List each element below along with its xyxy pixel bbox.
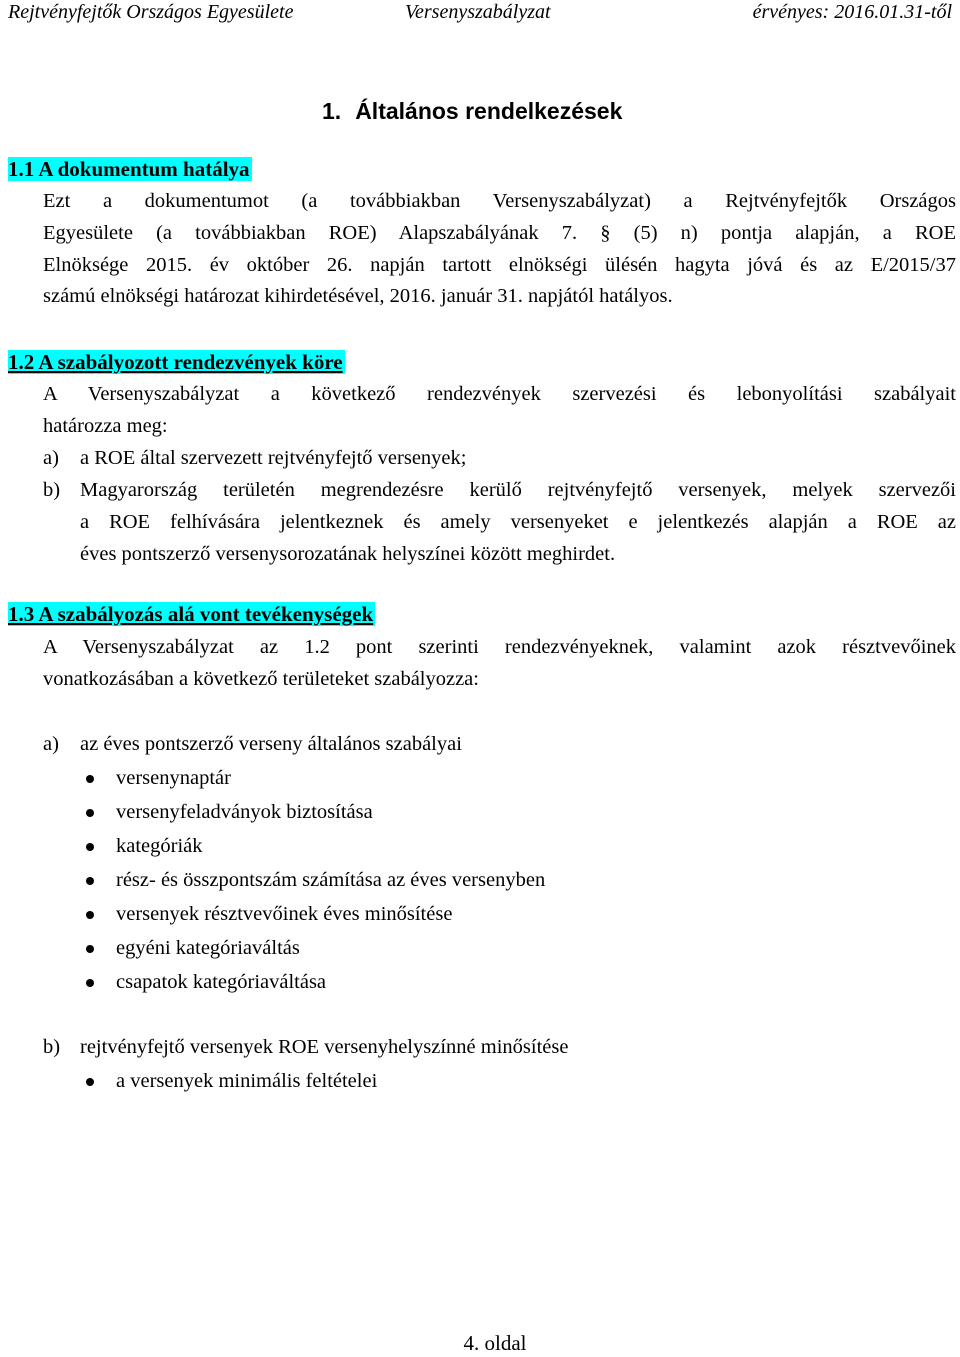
- body-line: A Versenyszabályzat a következő rendezvények szervezési és lebonyolítási szabályait: [43, 383, 956, 405]
- page-header: [0, 0, 960, 28]
- list-item-b-text: Magyarország területén megrendezésre kerülő rejtvényfejtő versenyek, melyek szervezői a ROE felhívására jelentkeznek és amely versenyeket e jelentkezés alapján a ROE az éves pontszerző versenysorozatának helyszínei között meghirdet.: [80, 479, 956, 565]
- body-line: A Versenyszabályzat az 1.2 pont szerinti rendezvényeknek, valamint azok résztvevőinek: [43, 636, 956, 658]
- body-line: számú elnökségi határozat kihirdetésével, 2016. január 31. napjától hatályos.: [43, 285, 673, 308]
- bullet-icon: [86, 809, 94, 817]
- chapter-number: 1.: [322, 98, 342, 124]
- section-1-1-body: [43, 186, 956, 313]
- bullet-icon: [86, 843, 94, 851]
- section-1-1-title: 1.1 A dokumentum hatálya: [8, 157, 250, 181]
- section-1-2-body: [43, 379, 956, 443]
- body-line: Elnöksége 2015. év október 26. napján tartott elnökségi ülésén hagyta jóvá és az E/2015/37: [43, 253, 956, 276]
- body-line: vonatkozásában a következő területeket szabályozza:: [43, 667, 479, 690]
- header-validity: érvényes: 2016.01.31-től: [752, 1, 952, 23]
- page-number: 4. oldal: [463, 1331, 527, 1355]
- bullet-icon: [86, 911, 94, 919]
- section-1-3-body: [43, 632, 956, 696]
- bullet-icon: [86, 945, 94, 953]
- section-1-2-title: 1.2 A szabályozott rendezvények köre: [8, 350, 343, 374]
- bullet-icon: [86, 877, 94, 885]
- body-line: határozza meg:: [43, 414, 168, 437]
- bullet-icon: [86, 979, 94, 987]
- chapter-title: Általános rendelkezések: [355, 98, 623, 124]
- header-organization: Rejtvényfejtők Országos Egyesülete: [8, 1, 294, 23]
- bullet-icon: [86, 1078, 94, 1086]
- body-line: Egyesülete (a továbbiakban ROE) Alapszabályának 7. § (5) n) pontja alapján, a ROE: [43, 221, 956, 244]
- bullet-icon: [86, 775, 94, 783]
- header-doc-title: Versenyszabályzat: [405, 1, 551, 23]
- body-line: Ezt a dokumentumot (a továbbiakban Versenyszabályzat) a Rejtvényfejtők Országos: [43, 190, 956, 212]
- chapter-heading: [322, 96, 622, 126]
- section-1-3-title: 1.3 A szabályozás alá vont tevékenységek: [8, 602, 374, 626]
